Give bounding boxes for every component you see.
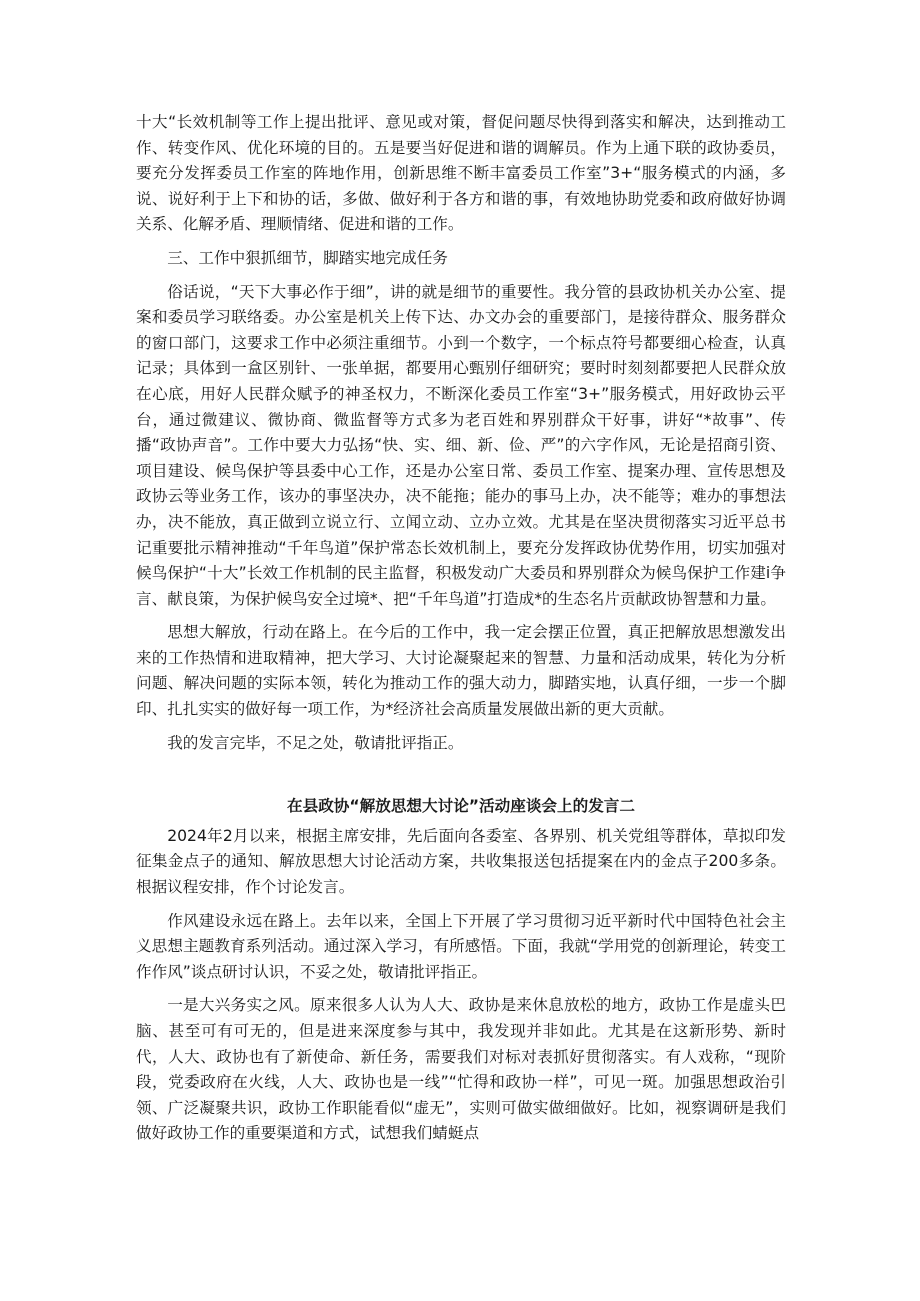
- paragraph-point-one: 一是大兴务实之风。原来很多人认为人大、政协是来休息放松的地方，政协工作是虚头巴脑、甚至可有可无的，但是进来深度参与其中，我发现并非如此。尤其是在这新形势、新时代，人大、政协也有了新使命、新任务，需要我们对标对表抓好贯彻落实。有人戏称，“现阶段，党委政府在火线，人大、政协也是一线”“忙得和政协一样”，可见一斑。加强思想政治引领、广泛凝聚共识，政协工作职能看似“虚无”，实则可做实做细做好。比如，视察调研是我们做好政协工作的重要渠道和方式，试想我们蜻蜓点: [136, 996, 786, 1143]
- speech-two-title: 在县政协“解放思想大讨论”活动座谈会上的发言二: [287, 797, 635, 816]
- paragraph-style: 作风建设永远在路上。去年以来，全国上下开展了学习贯彻习近平新时代中国特色社会主义思想主题教育系列活动。通过深入学习，有所感悟。下面，我就“学用党的创新理论，转变工作作风”谈点研讨认识，不妥之处，敬请批评指正。: [136, 911, 786, 981]
- paragraph-details: 俗话说，“天下大事必作于细”，讲的就是细节的重要性。我分管的县政协机关办公室、提案和委员学习联络委。办公室是机关上传下达、办文办会的重要部门，是接待群众、服务群众的窗口部门，这要求工作中必须注重细节。小到一个数字，一个标点符号都要细心检查，认真记录；具体到一盒区别针、一张单据，都要用心甄别仔细研究；要时时刻刻都要把人民群众放在心底，用好人民群众赋予的神圣权力，不断深化委员工作室“3+”服务模式，用好政协云平台，通过微建议、微协商、微监督等方式多为老百姓和界别群众干好事，讲好“*故事”、传播“政协声音”。工作中要大力弘扬“快、实、细、新、俭、严”的六字作风，无论是招商引资、项目建设、候鸟保护等县委中心工作，还是办公室日常、委员工作室、提案办理、宣传思想及政协云等业务工作，该办的事坚决办，决不能拖；能办的事马上办，决不能等；难办的事想法办，决不能放，真正做到立说立行、立闻立动、立办立效。尤其是在坚决贯彻落实习近平总书记重要批示精神推动“千年鸟道”保护常态长效机制上，要充分发挥政协优势作用，切实加强对候鸟保护“十大”长效工作机制的民主监督，积极发动广大委员和界别群众为候鸟保护工作建i争言、献良策，为保护候鸟安全过境*、把“千年鸟道”打造成*的生态名片贡献政协智慧和力量。: [136, 282, 786, 608]
- paragraph-intro: 2024年2月以来，根据主席安排，先后面向各委室、各界别、机关党组等群体，草拟印发征集金点子的通知、解放思想大讨论活动方案，共收集报送包括提案在内的金点子200多条。根据议程安排，作个讨论发言。: [136, 826, 786, 897]
- paragraph-continuation: 十大“长效机制等工作上提出批评、意见或对策，督促问题尽快得到落实和解决，达到推动工作、转变作风、优化环境的目的。五是要当好促进和谐的调解员。作为上通下联的政协委员，要充分发挥委员工作室的阵地作用，创新思维不断丰富委员工作室”3+“服务模式的内涵，多说、说好利于上下和协的话，多做、做好利于各方和谐的事，有效地协助党委和政府做好协调关系、化解矛盾、理顺情绪、促进和谐的工作。: [136, 113, 786, 234]
- section-heading: 三、工作中狠抓细节，脚踏实地完成任务: [167, 248, 448, 267]
- document-page: [136, 110, 786, 1155]
- paragraph-closing: 我的发言完毕，不足之处，敬请批评指正。: [167, 733, 464, 752]
- paragraph-conclusion: 思想大解放，行动在路上。在今后的工作中，我一定会摆正位置，真正把解放思想激发出来的工作热情和进取精神，把大学习、大讨论凝聚起来的智慧、力量和活动成果，转化为分析问题、解决问题的实际本领，转化为推动工作的强大动力，脚踏实地，认真仔细，一步一个脚印、扎扎实实的做好每一项工作，为*经济社会高质量发展做出新的更大贡献。: [136, 623, 786, 719]
